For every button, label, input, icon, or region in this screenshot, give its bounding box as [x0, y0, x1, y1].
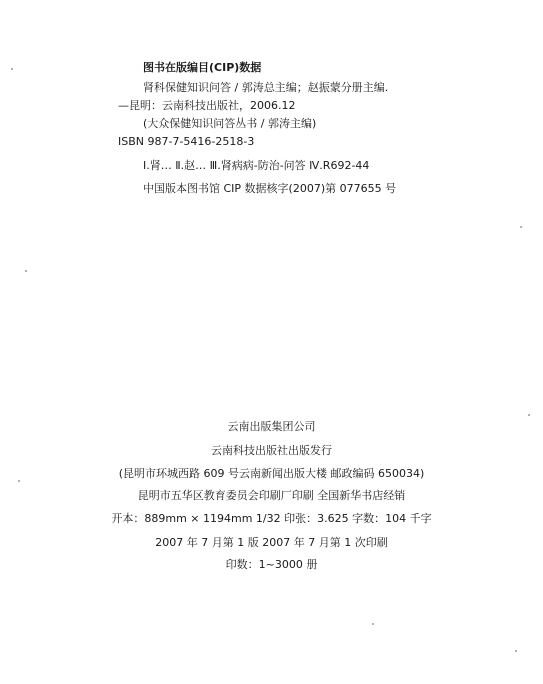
cip-heading: 图书在版编目(CIP)数据	[143, 61, 262, 74]
cip-record-number: 中国版本图书馆 CIP 数据核字(2007)第 077655 号	[143, 182, 397, 195]
scan-speck	[515, 650, 517, 652]
scan-speck	[372, 623, 374, 625]
imprint-printer: 昆明市五华区教育委员会印刷厂印刷 全国新华书店经销	[137, 489, 406, 502]
cip-isbn: ISBN 987-7-5416-2518-3	[118, 135, 255, 148]
scan-speck	[528, 414, 530, 416]
cip-title-line: 肾科保健知识问答 / 郭涛总主编；赵振蒙分册主编.	[143, 81, 389, 94]
scan-speck	[11, 68, 13, 70]
imprint-format: 开本：889mm × 1194mm 1/32 印张：3.625 字数：104 千字	[111, 512, 432, 525]
cip-classification: Ⅰ.肾… Ⅱ.赵… Ⅲ.肾病病-防治-问答 Ⅳ.R692-44	[143, 159, 370, 172]
imprint-edition: 2007 年 7 月第 1 版 2007 年 7 月第 1 次印刷	[155, 536, 388, 549]
cip-series-line: (大众保健知识问答丛书 / 郭涛主编)	[143, 117, 317, 130]
imprint-print-run: 印数：1~3000 册	[225, 558, 318, 571]
imprint-publisher: 云南科技出版社出版发行	[211, 444, 332, 457]
cip-publisher-line: —昆明：云南科技出版社，2006.12	[118, 99, 296, 112]
imprint-address: (昆明市环城西路 609 号云南新闻出版大楼 邮政编码 650034)	[118, 467, 425, 480]
imprint-group: 云南出版集团公司	[227, 420, 316, 433]
scan-speck	[25, 270, 27, 272]
scan-speck	[520, 226, 522, 228]
scan-speck	[18, 480, 20, 482]
